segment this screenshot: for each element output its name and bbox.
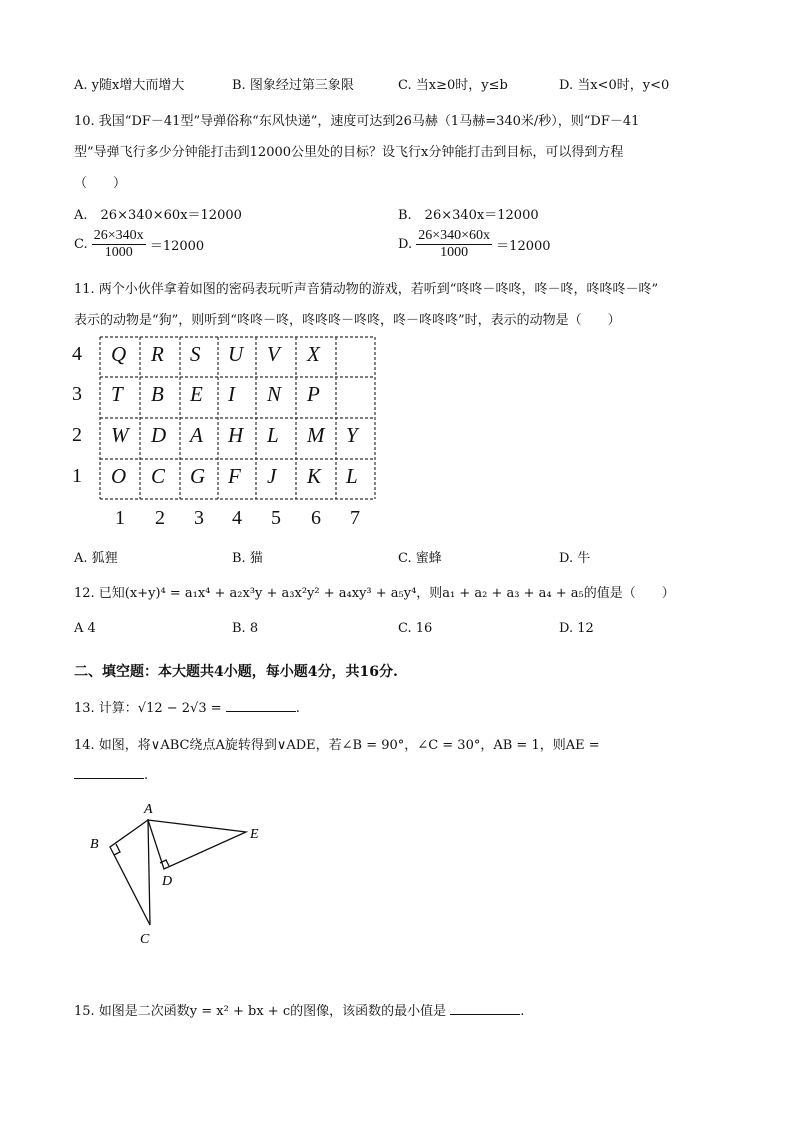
grid-column-label: 3 xyxy=(194,507,204,529)
grid-cell-letter: L xyxy=(346,464,358,488)
q11-option-d: D. 牛 xyxy=(559,551,591,566)
q14-label-b: B xyxy=(90,837,99,852)
grid-column-label: 6 xyxy=(311,507,321,529)
q10-option-c-label: C. xyxy=(74,237,88,252)
q14-answer-blank[interactable] xyxy=(74,766,144,779)
q12-option-d: D. 12 xyxy=(559,621,594,636)
q10-option-d-label: D. xyxy=(398,237,413,252)
section-2-heading: 二、填空题：本大题共4小题，每小题4分，共16分. xyxy=(74,664,398,680)
grid-cell-letter: O xyxy=(111,464,127,488)
grid-cell-letter: A xyxy=(190,423,203,447)
q12-option-b: B. 8 xyxy=(232,621,259,636)
grid-column-label: 2 xyxy=(155,507,165,529)
q15-end: . xyxy=(520,1004,525,1019)
grid-column-label: 4 xyxy=(232,507,242,529)
grid-cell-letter: K xyxy=(307,464,322,488)
q10-option-d-fraction xyxy=(416,228,492,261)
grid-cell-letter: L xyxy=(267,423,279,447)
q13-text: 13. 计算：√12 − 2√3 = xyxy=(74,701,222,716)
q10-stem-line2: 型”导弹飞行多少分钟能打击到12000公里处的目标？设飞行x分钟能打击到目标，可以得到方程 xyxy=(74,145,624,160)
grid-cell-letter: X xyxy=(307,342,320,366)
q14-label-d: D xyxy=(162,874,173,889)
grid-cell-letter: B xyxy=(151,382,164,406)
grid-cell-letter: F xyxy=(228,464,241,488)
grid-row-label: 3 xyxy=(72,383,82,405)
q11-option-a: A. 狐狸 xyxy=(74,551,118,566)
grid-cell-letter: R xyxy=(151,342,164,366)
q10-option-c-fraction xyxy=(92,228,146,261)
q11-option-b: B. 猫 xyxy=(232,551,263,566)
grid-cell-letter: M xyxy=(307,423,325,447)
grid-cell-letter: E xyxy=(190,382,203,406)
q14-blank-line xyxy=(74,766,148,783)
grid-cell-letter: U xyxy=(228,342,244,366)
q14-end: . xyxy=(144,768,149,783)
grid-cell-letter: W xyxy=(111,423,129,447)
q9-option-c: C. 当x≥0时，y≤b xyxy=(398,78,508,93)
grid-cell-letter: I xyxy=(228,382,235,406)
grid-cell-letter: Y xyxy=(346,423,358,447)
q14-label-e: E xyxy=(250,827,259,842)
q11-stem-line1: 11. 两个小伙伴拿着如图的密码表玩听声音猜动物的游戏，若听到“咚咚－咚咚，咚－咚，咚咚咚－咚” xyxy=(74,282,659,297)
grid-cell-letter: H xyxy=(228,423,244,447)
q15-answer-blank[interactable] xyxy=(450,1002,520,1015)
q9-option-a: A. y随x增大而增大 xyxy=(74,78,185,93)
grid-cell-letter: J xyxy=(267,464,277,488)
q9-option-b: B. 图象经过第三象限 xyxy=(232,78,354,93)
grid-cell-letter: V xyxy=(267,342,280,366)
q10-option-c xyxy=(74,228,204,261)
q12-option-c: C. 16 xyxy=(398,621,433,636)
q11-option-c: C. 蜜蜂 xyxy=(398,551,442,566)
grid-column-label: 5 xyxy=(271,507,281,529)
grid-row-label: 1 xyxy=(72,465,82,487)
q12-stem: 12. 已知(x+y)⁴ = a₁x⁴ + a₂x³y + a₃x²y² + a₄xy³ + a₅y⁴，则a₁ + a₂ + a₃ + a₄ + a₅的值是（ ） xyxy=(74,586,675,601)
q10-option-c-numerator: 26×340x xyxy=(93,228,144,243)
q14-label-a: A xyxy=(144,802,153,817)
grid-cell-letter: S xyxy=(190,342,201,366)
q13-answer-blank[interactable] xyxy=(226,699,296,712)
grid-row-label: 2 xyxy=(72,424,82,446)
q13-end: . xyxy=(295,701,300,716)
q10-answer-paren: （ ） xyxy=(74,176,127,191)
q10-option-a: A. 26×340×60x＝12000 xyxy=(74,208,242,223)
q14-label-c: C xyxy=(140,932,150,947)
grid-cell-letter: G xyxy=(190,464,206,488)
q10-option-d xyxy=(398,228,551,261)
q10-stem-line1: 10. 我国“DF－41型”导弹俗称“东风快递”，速度可达到26马赫（1马赫=340米/秒），则“DF－41 xyxy=(74,114,640,129)
q11-stem-line2: 表示的动物是“狗”，则听到“咚咚－咚，咚咚咚－咚咚，咚－咚咚咚”时，表示的动物是（ ） xyxy=(74,313,621,328)
q14-stem: 14. 如图，将∨ABC绕点A旋转得到∨ADE，若∠B = 90°，∠C = 30°，AB = 1，则AE = xyxy=(74,738,600,753)
q9-option-d: D. 当x<0时，y<0 xyxy=(559,78,670,93)
q15 xyxy=(74,1000,524,1019)
q10-option-d-numerator: 26×340×60x xyxy=(418,228,491,243)
q12-option-a: A 4 xyxy=(74,621,96,636)
cipher-grid xyxy=(70,333,400,538)
q10-option-c-denominator: 1000 xyxy=(104,245,133,260)
q14-triangle-figure xyxy=(80,795,280,950)
q10-option-b: B. 26×340x＝12000 xyxy=(398,208,539,223)
grid-column-label: 1 xyxy=(115,507,125,529)
q15-text: 15. 如图是二次函数y = x² + bx + c的图像，该函数的最小值是 xyxy=(74,1004,447,1019)
grid-column-label: 7 xyxy=(350,507,360,529)
grid-cell-letter: Q xyxy=(111,342,127,366)
grid-cell-letter: N xyxy=(267,382,282,406)
q13 xyxy=(74,697,300,716)
grid-cell-letter: D xyxy=(151,423,167,447)
grid-cell-letter: C xyxy=(151,464,166,488)
q10-option-d-denominator: 1000 xyxy=(440,245,469,260)
q10-option-c-rhs: ＝12000 xyxy=(149,239,205,254)
grid-row-label: 4 xyxy=(72,343,82,365)
q10-option-d-rhs: ＝12000 xyxy=(496,239,551,254)
grid-cell-letter: T xyxy=(111,382,123,406)
grid-cell-letter: P xyxy=(307,382,320,406)
